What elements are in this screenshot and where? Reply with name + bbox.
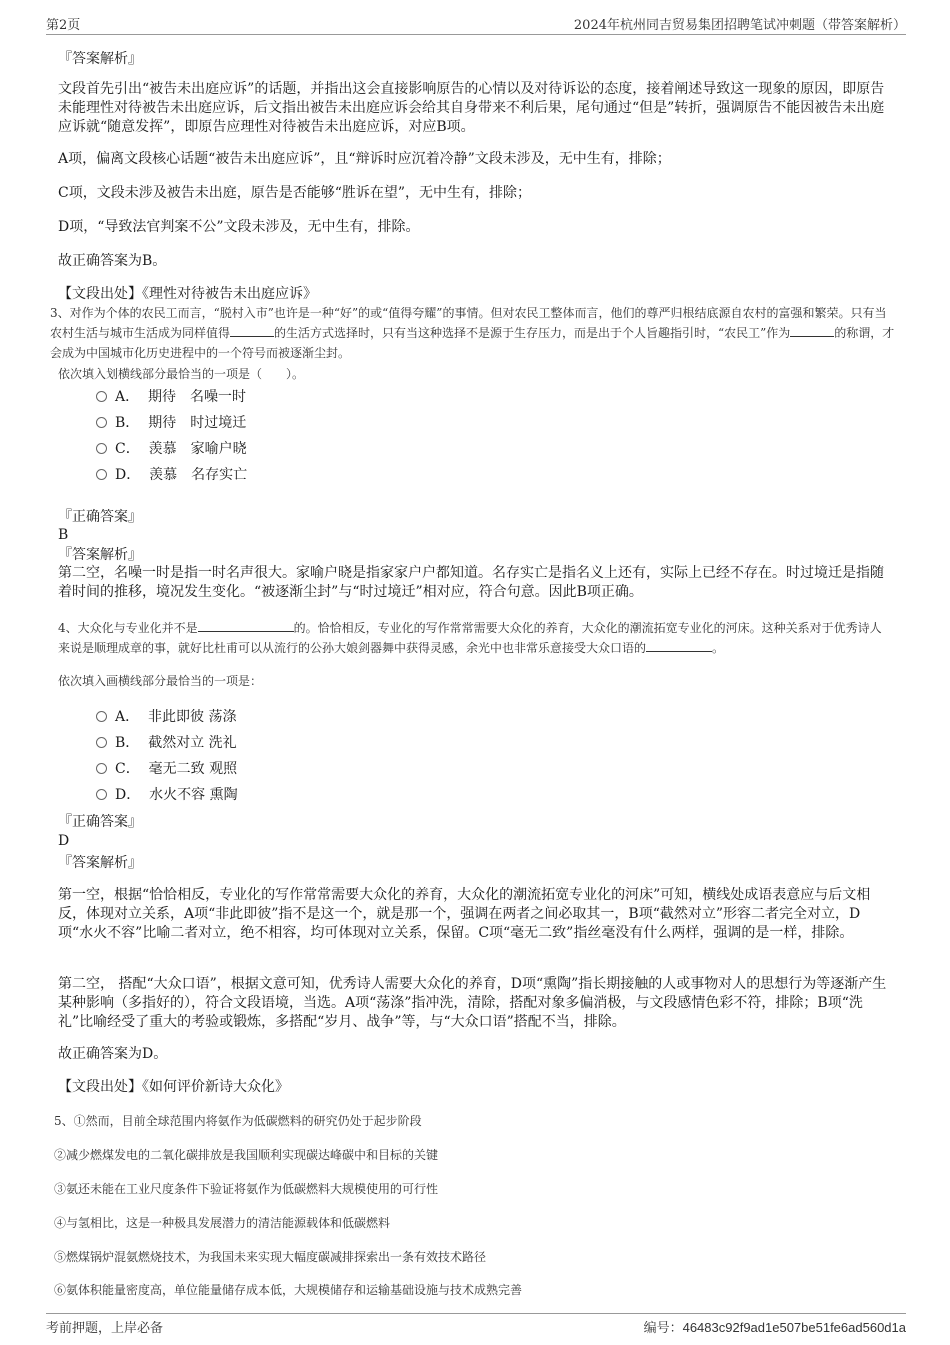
- q4-blank-2: [646, 639, 712, 652]
- q4-analysis-p1: 第一空，根据“恰恰相反，专业化的写作常常需要大众化的养育，大众化的潮流拓宽专业化的河床”可知，横线处成语表意应与后文相反，体现对立关系，A项“非此即彼”指不是这一个，就是那一个，强调在两者之间必取其一，B项“截然对立”形容二者完全对立，D项“水火不容”比喻二者对立，绝不相容，均可体现对立关系，保留。C项“毫无二致”指丝毫没有什么两样，强调的是一样，排除。: [58, 887, 871, 941]
- radio-button[interactable]: [96, 711, 107, 722]
- q2-analysis-text: 文段首先引出“被告未出庭应诉”的话题，并指出这会直接影响原告的心情以及对待诉讼的态度，接着阐述导致这一现象的原因，即原告未能理性对待被告未出庭应诉，后文指出被告未出庭应诉会给其自身带来不利后果，尾句通过“但是”转折，强调原告不能因被告未出庭应诉就“随意发挥”，即原告应理性对待被告未出庭应诉，对应B项。: [58, 81, 885, 135]
- q3-option-c[interactable]: C． 羡慕 家喻户晓: [96, 440, 247, 458]
- q5-item: ④与氢相比，这是一种极具发展潜力的清洁能源载体和低碳燃料: [54, 1216, 391, 1230]
- q3-analysis-label: 『答案解析』: [58, 547, 142, 563]
- q4-answer-label: 『正确答案』: [58, 814, 142, 830]
- radio-button[interactable]: [96, 763, 107, 774]
- analysis-label: 『答案解析』: [58, 51, 142, 67]
- q2-option-c-analysis: C项，文段未涉及被告未出庭，原告是否能够“胜诉在望”，无中生有，排除；: [58, 185, 532, 201]
- q4-option-d[interactable]: D． 水火不容 熏陶: [96, 786, 238, 804]
- q4-option-b[interactable]: B． 截然对立 洗礼: [96, 734, 237, 752]
- page-header: [46, 14, 906, 35]
- q3-blank-2: [790, 324, 834, 337]
- q2-conclusion: 故正确答案为B。: [58, 253, 167, 269]
- radio-button[interactable]: [96, 391, 107, 402]
- q5-item: ⑥氨体积能量密度高，单位能量储存成本低，大规模储存和运输基础设施与技术成熟完善: [54, 1283, 523, 1297]
- q3-option-a[interactable]: A． 期待 名噪一时: [96, 388, 246, 406]
- q3-analysis-text: 第二空，名噪一时是指一时名声很大。家喻户晓是指家家户户都知道。名存实亡是指名义上还有，实际上已经不存在。时过境迁是指随着时间的推移，境况发生变化。“被逐渐尘封”与“时过境迁”相对应，符合句意。因此B项正确。: [58, 565, 884, 600]
- q4-stem: 4、大众化与专业化并不是 的。恰恰相反，专业化的写作常常需要大众化的养育，大众化的潮流拓宽专业化的河床。这种关系对于优秀诗人来说是顺理成章的事，就好比杜甫可以从流行的公孙大娘剑器舞中获得灵感，余光中也非常乐意接受大众口语的 。: [58, 621, 882, 655]
- q2-source: 【文段出处】《理性对待被告未出庭应诉》: [58, 286, 317, 302]
- q3-stem: 3、对作为个体的农民工而言，“脱村入市”也许是一种“好”的或“值得夸耀”的事情。但对农民工整体而言，他们的尊严归根结底源自农村的富强和繁荣。只有当农村生活与城市生活成为同样值得 的生活方式选择时，只有当这种选择不是源于生存压力，而是出于个人旨趣指引时，“农民工”作为 的称谓，才会成为中国城市化历史进程中的一个符号而被逐渐尘封。: [50, 306, 895, 360]
- q3-answer-label: 『正确答案』: [58, 509, 142, 525]
- q4-analysis-label: 『答案解析』: [58, 855, 142, 871]
- q5-item: ③氨还未能在工业尺度条件下验证将氨作为低碳燃料大规模使用的可行性: [54, 1182, 439, 1196]
- q3-blank-1: [230, 324, 274, 337]
- page-number: 第2页: [46, 18, 81, 33]
- q4-source: 【文段出处】《如何评价新诗大众化》: [58, 1079, 289, 1095]
- q3-instruction: 依次填入划横线部分最恰当的一项是（ ）。: [58, 367, 305, 381]
- q4-conclusion: 故正确答案为D。: [58, 1046, 168, 1062]
- q4-blank-1: [198, 619, 294, 632]
- q4-instruction: 依次填入画横线部分最恰当的一项是：: [58, 674, 263, 688]
- q3-answer: B: [58, 527, 69, 543]
- radio-button[interactable]: [96, 789, 107, 800]
- footer-slogan: 考前押题，上岸必备: [46, 1321, 164, 1336]
- radio-button[interactable]: [96, 417, 107, 428]
- q5-item: ⑤燃煤锅炉混氨燃烧技术，为我国未来实现大幅度碳减排探索出一条有效技术路径: [54, 1250, 487, 1264]
- page-footer: [46, 1313, 906, 1334]
- radio-button[interactable]: [96, 469, 107, 480]
- document-title: 2024年杭州同吉贸易集团招聘笔试冲刺题（带答案解析）: [573, 18, 906, 33]
- q2-option-a-analysis: A项，偏离文段核心话题“被告未出庭应诉”，且“辩诉时应沉着冷静”文段未涉及，无中生有，排除；: [58, 151, 671, 167]
- q4-analysis-p2: 第二空， 搭配“大众口语”，根据文意可知，优秀诗人需要大众化的养育，D项“熏陶”指长期接触的人或事物对人的思想行为等逐渐产生某种影响（多指好的），符合文段语境，当选。A项“荡涤”指冲洗，清除，搭配对象多偏消极，与文段感情色彩不符，排除；B项“洗礼”比喻经受了重大的考验或锻炼，多搭配“岁月、战争”等，与“大众口语”搭配不当，排除。: [58, 976, 887, 1030]
- q3-option-d[interactable]: D． 羡慕 名存实亡: [96, 466, 247, 484]
- document-code: 编号：46483c92f9ad1e507be51fe6ad560d1a: [643, 1320, 906, 1336]
- q5-item: 5、①然而，目前全球范围内将氨作为低碳燃料的研究仍处于起步阶段: [54, 1114, 422, 1128]
- q4-option-a[interactable]: A． 非此即彼 荡涤: [96, 708, 236, 726]
- radio-button[interactable]: [96, 443, 107, 454]
- q2-option-d-analysis: D项，“导致法官判案不公”文段未涉及，无中生有，排除。: [58, 219, 420, 235]
- radio-button[interactable]: [96, 737, 107, 748]
- q4-answer: D: [58, 833, 70, 849]
- q4-option-c[interactable]: C． 毫无二致 观照: [96, 760, 237, 778]
- q5-item: ②减少燃煤发电的二氧化碳排放是我国顺利实现碳达峰碳中和目标的关键: [54, 1148, 439, 1162]
- q3-option-b[interactable]: B． 期待 时过境迁: [96, 414, 246, 432]
